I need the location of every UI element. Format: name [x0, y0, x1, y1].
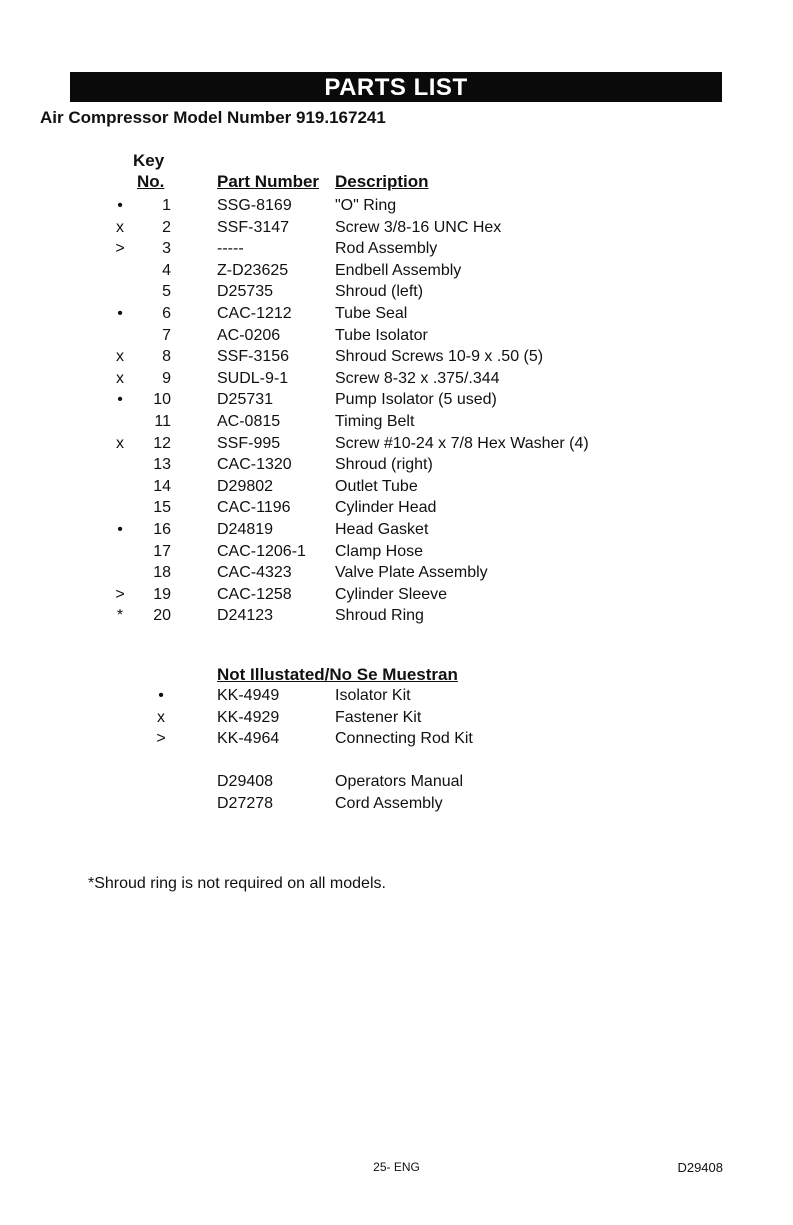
key-number: 18	[153, 564, 171, 582]
table-row	[0, 707, 793, 729]
kit-marker: x	[157, 708, 165, 726]
kit-marker: >	[115, 240, 125, 258]
table-row	[0, 476, 793, 498]
key-number: 14	[153, 477, 171, 495]
table-row	[0, 260, 793, 282]
part-number: D25735	[217, 283, 274, 301]
part-description: Shroud Ring	[335, 607, 424, 625]
part-number: SUDL-9-1	[217, 369, 289, 387]
key-number: 11	[154, 412, 171, 430]
part-description: Shroud Screws 10-9 x .50 (5)	[335, 348, 544, 366]
table-row	[0, 368, 793, 390]
part-number: CAC-4323	[217, 564, 292, 582]
key-number: 4	[162, 261, 171, 279]
part-description: Valve Plate Assembly	[335, 564, 488, 582]
part-description: Screw 3/8-16 UNC Hex	[335, 218, 502, 236]
parts-list-banner: PARTS LIST	[70, 72, 722, 102]
document-code: D29408	[677, 1160, 723, 1175]
kit-marker: x	[116, 369, 124, 387]
table-row	[0, 433, 793, 455]
part-number: KK-4949	[217, 687, 280, 704]
part-number: CAC-1196	[217, 499, 291, 517]
table-row	[0, 685, 793, 707]
kit-marker: •	[117, 391, 123, 409]
part-number: KK-4964	[217, 730, 280, 748]
part-number: CAC-1212	[217, 304, 292, 322]
part-number: D24123	[217, 607, 274, 625]
part-description: Cylinder Head	[335, 499, 437, 517]
part-description: Shroud (left)	[335, 283, 424, 301]
part-number: SSF-3156	[217, 348, 290, 366]
kit-marker: >	[115, 585, 125, 603]
part-number: AC-0815	[217, 412, 281, 430]
part-number: D27278	[217, 794, 274, 812]
not-illustrated-heading: Not Illustated/No Se Muestran	[217, 665, 458, 684]
table-row	[0, 771, 793, 793]
kit-marker: •	[158, 687, 164, 704]
table-row	[0, 793, 793, 815]
table-row	[0, 454, 793, 476]
key-number: 17	[153, 542, 171, 560]
table-row	[0, 411, 793, 433]
part-number: SSG-8169	[217, 197, 292, 214]
part-number-column-heading: Part Number	[217, 172, 320, 191]
table-row	[0, 519, 793, 541]
part-description: Operators Manual	[335, 773, 464, 790]
part-description: Pump Isolator (5 used)	[335, 391, 497, 409]
part-number: -----	[217, 240, 244, 258]
table-row	[0, 217, 793, 239]
part-description: Cylinder Sleeve	[335, 585, 448, 603]
part-description: Clamp Hose	[335, 542, 424, 560]
no-column-heading: No.	[137, 172, 165, 191]
kit-marker: x	[116, 348, 124, 366]
part-number: D29408	[217, 773, 274, 790]
key-number: 15	[153, 499, 171, 517]
table-row	[0, 562, 793, 584]
table-row	[0, 195, 793, 217]
kit-marker: •	[117, 520, 123, 538]
part-number: CAC-1206-1	[217, 542, 306, 560]
key-column-heading: Key	[133, 151, 165, 170]
part-number: CAC-1320	[217, 456, 292, 474]
kit-marker: >	[156, 730, 166, 748]
table-row	[0, 389, 793, 411]
key-number: 6	[162, 304, 171, 322]
model-number-heading: Air Compressor Model Number 919.167241	[40, 108, 386, 127]
kit-marker: •	[117, 197, 123, 214]
description-column-heading: Description	[335, 172, 429, 191]
key-number: 10	[153, 391, 171, 409]
table-row	[0, 303, 793, 325]
part-number: KK-4929	[217, 708, 280, 726]
part-description: Tube Seal	[335, 304, 408, 322]
kit-marker: x	[116, 434, 124, 452]
part-description: Cord Assembly	[335, 794, 443, 812]
key-number: 2	[162, 218, 171, 236]
footnote: *Shroud ring is not required on all models.	[88, 875, 386, 892]
part-description: Timing Belt	[335, 412, 415, 430]
part-description: Fastener Kit	[335, 708, 422, 726]
key-number: 12	[153, 434, 171, 452]
key-number: 5	[162, 283, 171, 301]
part-number: D29802	[217, 477, 274, 495]
key-number: 19	[153, 585, 171, 603]
other-parts-table	[0, 771, 793, 814]
part-description: Endbell Assembly	[335, 261, 462, 279]
part-number: SSF-995	[217, 434, 281, 452]
page-number: 25- ENG	[373, 1160, 420, 1174]
kit-marker: •	[117, 304, 123, 322]
kit-marker: *	[116, 607, 124, 625]
part-number: SSF-3147	[217, 218, 290, 236]
kits-table	[0, 685, 793, 750]
table-row	[0, 238, 793, 260]
table-row	[0, 281, 793, 303]
part-description: Isolator Kit	[335, 687, 411, 704]
part-number: AC-0206	[217, 326, 281, 344]
key-number: 16	[153, 520, 171, 538]
key-number: 3	[162, 240, 171, 258]
table-row	[0, 325, 793, 347]
key-number: 9	[162, 369, 171, 387]
part-description: Tube Isolator	[335, 326, 428, 344]
table-row	[0, 497, 793, 519]
part-description: Screw #10-24 x 7/8 Hex Washer (4)	[335, 434, 589, 452]
table-row	[0, 541, 793, 563]
key-number: 20	[153, 607, 171, 625]
table-row	[0, 584, 793, 606]
part-number: D24819	[217, 520, 274, 538]
part-description: Shroud (right)	[335, 456, 433, 474]
part-number: CAC-1258	[217, 585, 292, 603]
part-number: Z-D23625	[217, 261, 289, 279]
key-number: 1	[162, 197, 171, 214]
table-row	[0, 728, 793, 750]
key-number: 8	[162, 348, 171, 366]
part-description: Rod Assembly	[335, 240, 438, 258]
key-number: 7	[162, 326, 171, 344]
part-number: D25731	[217, 391, 274, 409]
table-row	[0, 346, 793, 368]
table-row	[0, 605, 793, 627]
parts-table	[0, 195, 793, 627]
part-description: "O" Ring	[335, 197, 397, 214]
part-description: Connecting Rod Kit	[335, 730, 473, 748]
kit-marker: x	[116, 218, 124, 236]
key-number: 13	[153, 456, 171, 474]
part-description: Head Gasket	[335, 520, 429, 538]
part-description: Screw 8-32 x .375/.344	[335, 369, 500, 387]
part-description: Outlet Tube	[335, 477, 418, 495]
